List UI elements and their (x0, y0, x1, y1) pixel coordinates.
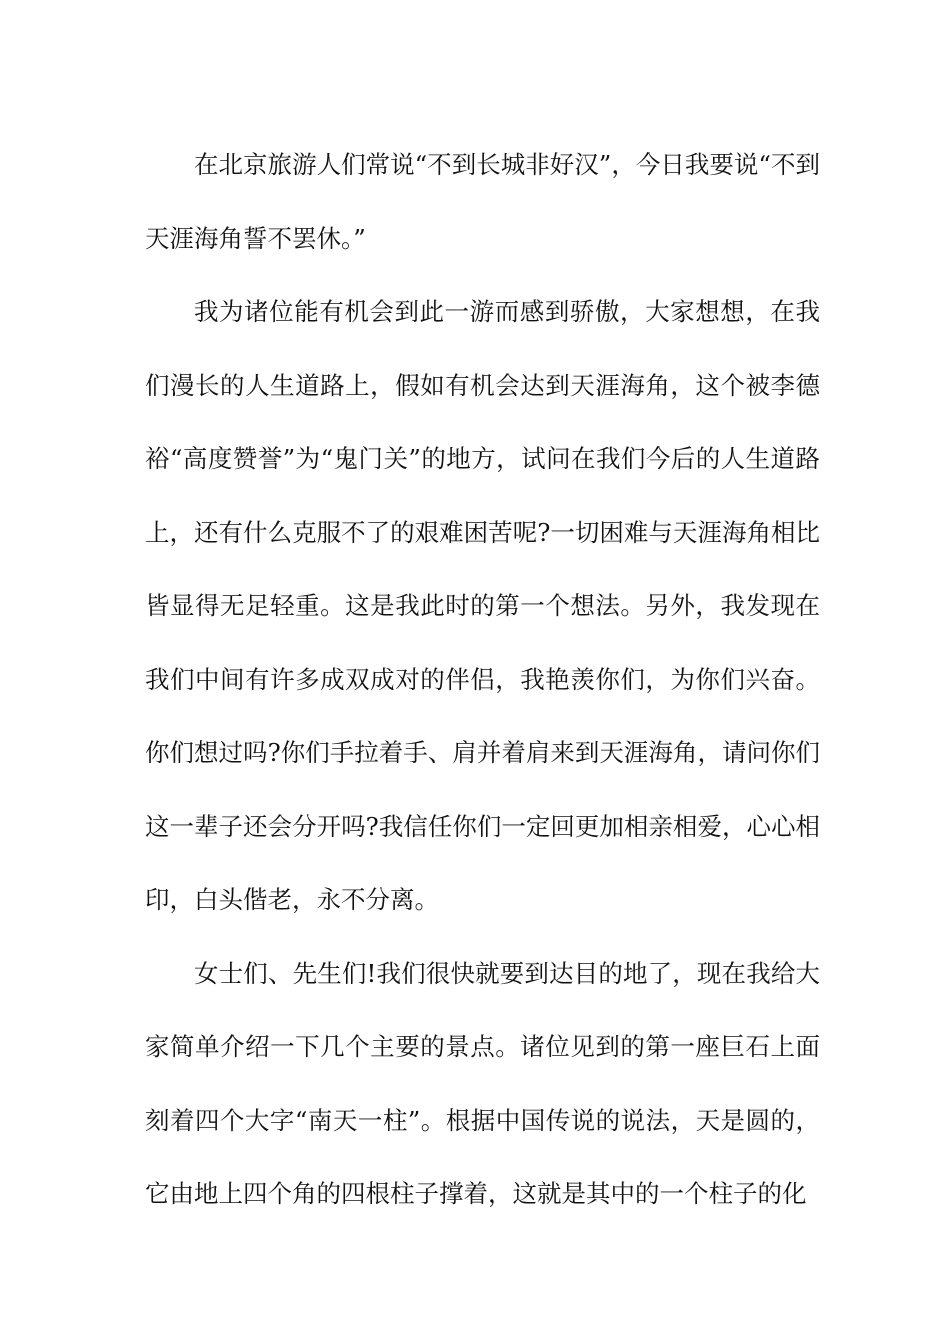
paragraph-1: 在北京旅游人们常说“不到长城非好汉”，今日我要说“不到天涯海角誓不罢休。” (145, 150, 820, 253)
paragraph-2: 我为诸位能有机会到此一游而感到骄傲，大家想想，在我们漫长的人生道路上，假如有机会达到天涯海角，这个被李德裕“高度赞誉”为“鬼门关”的地方，试问在我们今后的人生道路上，还有什么克服不了的艰难困苦呢?一切困难与天涯海角相比皆显得无足轻重。这是我此时的第一个想法。另外，我发现在我们中间有许多成双成对的伴侣，我艳羡你们，为你们兴奋。你们想过吗?你们手拉着手、肩并着肩来到天涯海角，请问你们这一辈子还会分开吗?我信任你们一定回更加相亲相爱，心心相印，白头偕老，永不分离。 (145, 297, 820, 914)
paragraph-3: 女士们、先生们!我们很快就要到达目的地了，现在我给大家简单介绍一下几个主要的景点。诸位见到的第一座巨石上面刻着四个大字“南天一柱”。根据中国传说的说法，天是圆的，它由地上四个角的四根柱子撑着，这就是其中的一个柱子的化 (145, 958, 820, 1208)
document-body (145, 128, 820, 1231)
